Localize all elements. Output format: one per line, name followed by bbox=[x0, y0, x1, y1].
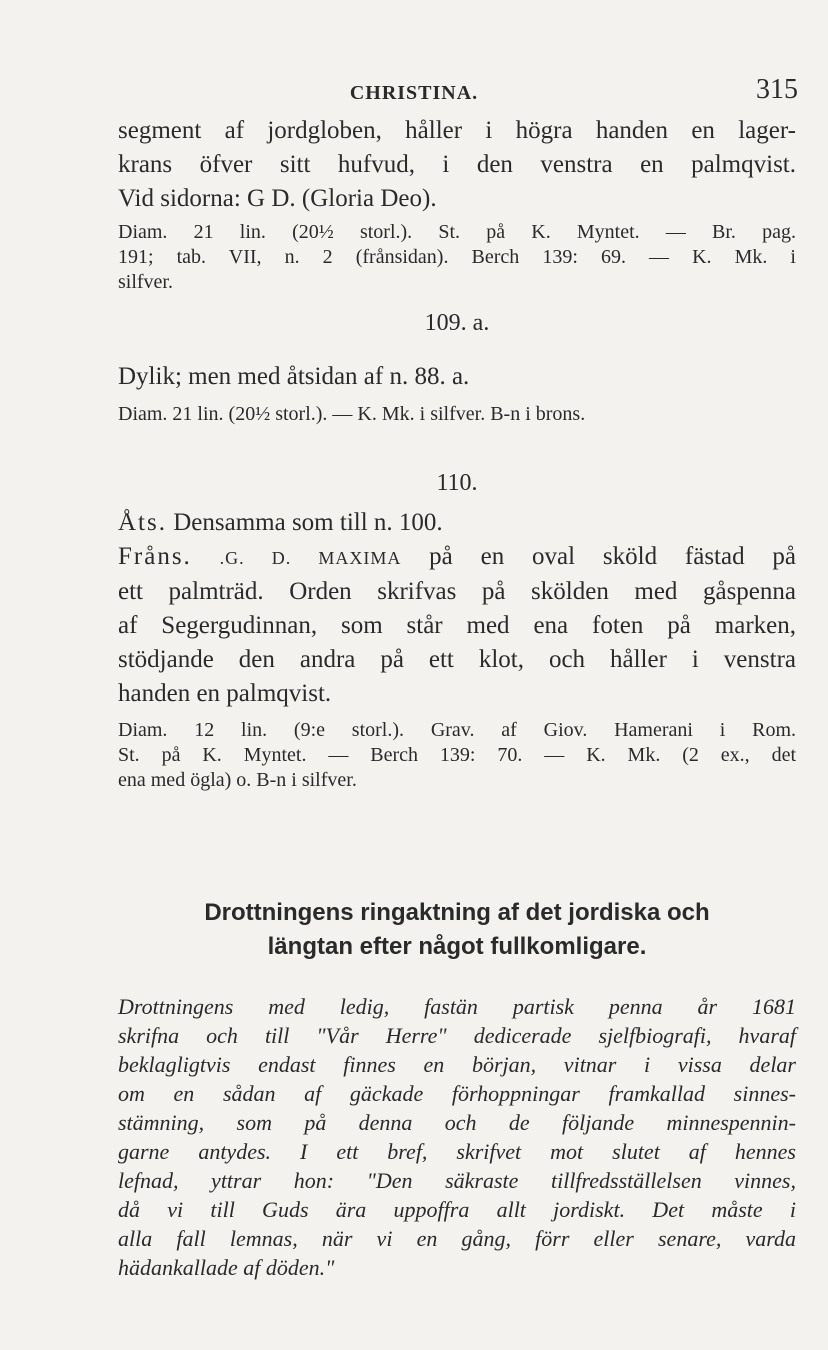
frans-line: af Segergudinnan, som står med ena foten på marken, bbox=[118, 612, 796, 639]
heading-line: Drottningens ringaktning af det jordiska och bbox=[204, 899, 710, 926]
entry-109a-text: Dylik; men med åtsidan af n. 88. a. bbox=[118, 363, 470, 390]
ats-text: Densamma som till n. 100. bbox=[173, 509, 443, 536]
frans-line: ett palmträd. Orden skrifvas på skölden med gåspenna bbox=[118, 578, 796, 605]
body-line: Drottningens med ledig, fastän partisk penna år 1681 bbox=[118, 994, 796, 1019]
body-line: garne antydes. I ett bref, skrifvet mot slutet af hennes bbox=[118, 1139, 796, 1164]
body-line: lefnad, yttrar hon: "Den säkraste tillfredsställelsen vinnes, bbox=[118, 1168, 796, 1193]
body-line: alla fall lemnas, när vi en gång, förr eller senare, varda bbox=[118, 1226, 796, 1251]
page-number: 315 bbox=[756, 74, 798, 105]
note-line: silfver. bbox=[118, 271, 173, 293]
entry-110-frans bbox=[118, 540, 796, 711]
frans-first-line bbox=[118, 540, 796, 575]
body-line: skrifna och till "Vår Herre" dedicerade sjelfbiografi, hvaraf bbox=[118, 1023, 796, 1048]
note-line: St. på K. Myntet. — Berch 139: 70. — K. Mk. (2 ex., det bbox=[118, 744, 796, 766]
frans-line: handen en palmqvist. bbox=[118, 680, 332, 707]
heading-line: längtan efter något fullkomligare. bbox=[267, 933, 647, 960]
intro-line: krans öfver sitt hufvud, i den venstra en palmqvist. bbox=[118, 151, 796, 178]
entry-109a-number: 109. a. bbox=[424, 310, 490, 336]
body-line: om en sådan af gäckade förhoppningar framkallad sinnes- bbox=[118, 1081, 796, 1106]
body-line: hädankallade af döden." bbox=[118, 1255, 335, 1280]
section-body bbox=[118, 992, 796, 1282]
note-line: Diam. 21 lin. (20½ storl.). St. på K. Myntet. — Br. pag. bbox=[118, 221, 796, 243]
running-header: CHRISTINA. bbox=[349, 82, 479, 104]
intro-line: Vid sidorna: G D. (Gloria Deo). bbox=[118, 185, 437, 212]
body-line: stämning, som på denna och de följande minnespennin- bbox=[118, 1110, 796, 1135]
entry-110-note bbox=[118, 718, 796, 793]
intro-note bbox=[118, 220, 796, 295]
intro-line: segment af jordgloben, håller i högra handen en lager- bbox=[118, 117, 796, 144]
entry-109a-note: Diam. 21 lin. (20½ storl.). — K. Mk. i silfver. B-n i brons. bbox=[118, 403, 586, 425]
ats-label: Åts. bbox=[118, 509, 167, 536]
frans-line: stödjande den andra på ett klot, och håller i venstra bbox=[118, 646, 796, 673]
entry-110-ats bbox=[118, 506, 796, 540]
frans-text: på en oval sköld fästad på bbox=[429, 543, 797, 570]
entry-110-number: 110. bbox=[436, 470, 478, 496]
note-line: ena med ögla) o. B-n i silfver. bbox=[118, 769, 357, 791]
body-line: beklagligtvis endast finnes en början, vitnar i vissa delar bbox=[118, 1052, 796, 1077]
intro-paragraph bbox=[118, 114, 796, 216]
frans-inscription: .G. D. MAXIMA bbox=[219, 548, 402, 568]
frans-label: Fråns. bbox=[118, 543, 192, 570]
body-line: då vi till Guds ära uppoffra allt jordiskt. Det måste i bbox=[118, 1197, 796, 1222]
section-heading bbox=[118, 896, 796, 964]
note-line: Diam. 12 lin. (9:e storl.). Grav. af Giov. Hamerani i Rom. bbox=[118, 719, 796, 741]
note-line: 191; tab. VII, n. 2 (frånsidan). Berch 139: 69. — K. Mk. i bbox=[118, 246, 796, 268]
